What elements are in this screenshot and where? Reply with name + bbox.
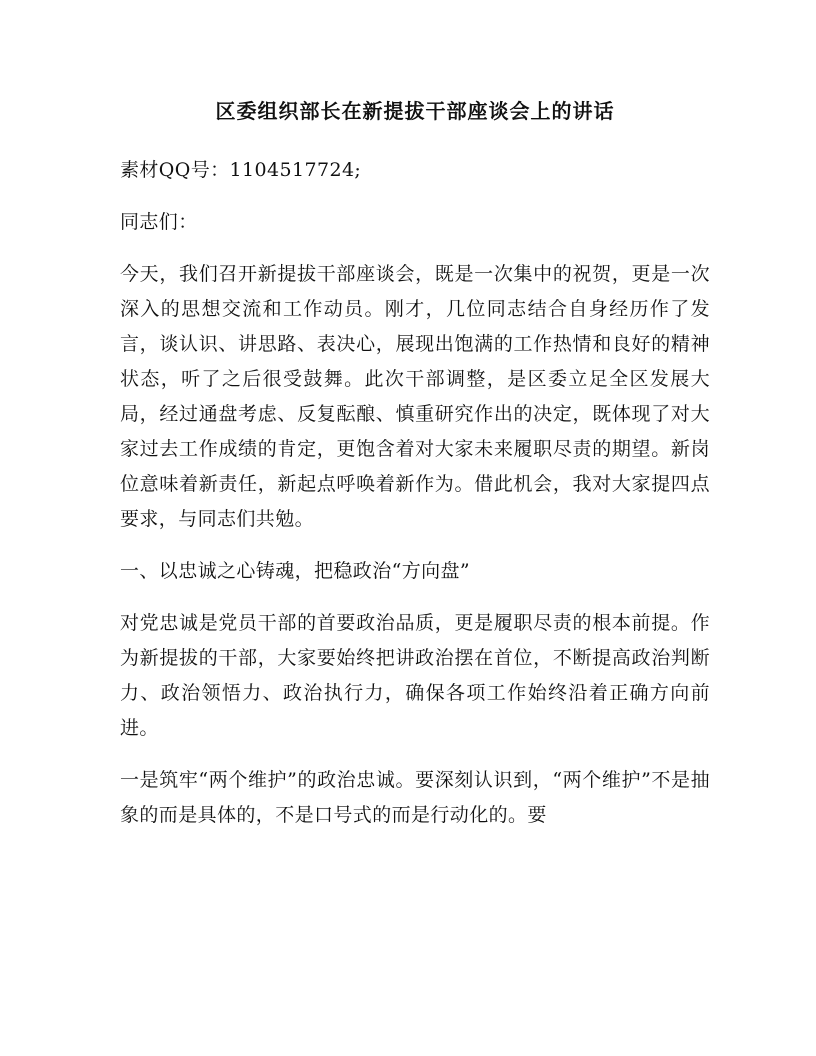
point-1-paragraph: 一是筑牢“两个维护”的政治忠诚。要深刻认识到，“两个维护”不是抽象的而是具体的，不是口号式的而是行动化的。要 — [120, 769, 710, 826]
qq-line: 素材QQ号：1104517724; — [120, 159, 362, 181]
section-1-paragraph: 对党忠诚是党员干部的首要政治品质，更是履职尽责的根本前提。作为新提拔的干部，大家要始终把讲政治摆在首位，不断提高政治判断力、政治领悟力、政治执行力，确保各项工作始终沿着正确方向前进。 — [120, 612, 710, 739]
section-heading-1: 一、以忠诚之心铸魂，把稳政治“方向盘” — [120, 560, 471, 582]
intro-paragraph: 今天，我们召开新提拔干部座谈会，既是一次集中的祝贺，更是一次深入的思想交流和工作动员。刚才，几位同志结合自身经历作了发言，谈认识、讲思路、表决心，展现出饱满的工作热情和良好的精神状态，听了之后很受鼓舞。此次干部调整，是区委立足全区发展大局，经过通盘考虑、反复酝酿、慎重研究作出的决定，既体现了对大家过去工作成绩的肯定，更饱含着对大家未来履职尽责的期望。新岗位意味着新责任，新起点呼唤着新作为。借此机会，我对大家提四点要求，与同志们共勉。 — [120, 263, 710, 530]
document-title: 区委组织部长在新提拔干部座谈会上的讲话 — [215, 99, 615, 123]
salutation: 同志们： — [120, 211, 198, 233]
document-body — [120, 86, 710, 833]
